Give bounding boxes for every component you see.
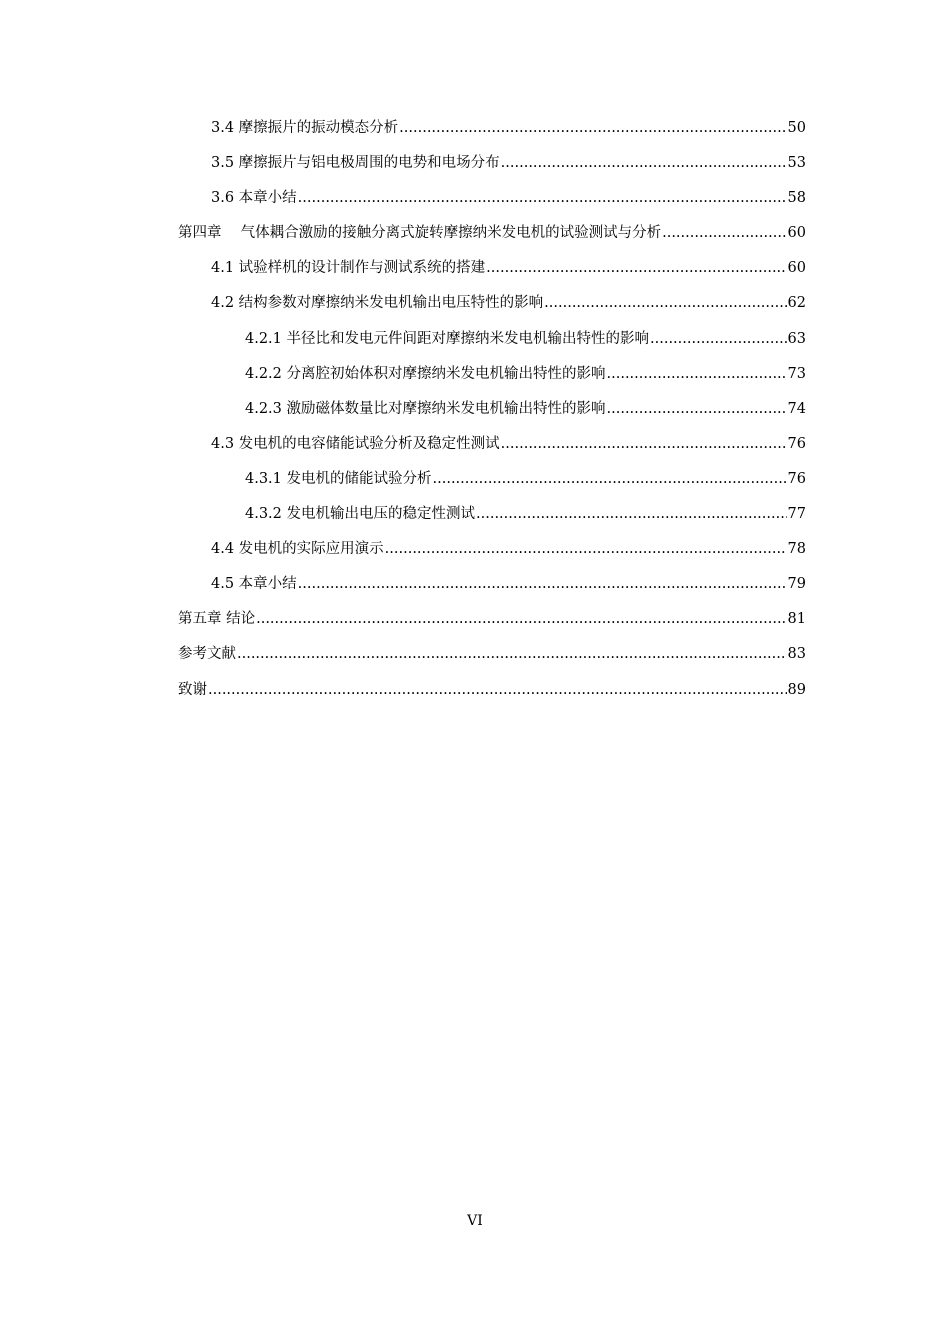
toc-entry[interactable] xyxy=(178,257,806,292)
dot-leader xyxy=(650,328,787,350)
toc-entry-label: 4.3.2 发电机输出电压的稳定性测试 xyxy=(245,506,476,523)
toc-entry-page: 81 xyxy=(787,611,806,628)
toc-entry[interactable] xyxy=(178,328,806,363)
toc-entry-page: 77 xyxy=(787,506,806,523)
toc-entry[interactable] xyxy=(178,468,806,503)
toc-entry-page: 58 xyxy=(787,190,806,207)
toc-entry-page: 53 xyxy=(787,155,806,172)
toc-entry-label: 4.4 发电机的实际应用演示 xyxy=(211,541,384,558)
toc-entry-label: 4.2 结构参数对摩擦纳米发电机输出电压特性的影响 xyxy=(211,295,544,312)
dot-leader xyxy=(237,643,787,665)
toc-entry[interactable] xyxy=(178,679,806,714)
toc-entry[interactable] xyxy=(178,117,806,152)
toc-entry-label: 4.1 试验样机的设计制作与测试系统的搭建 xyxy=(211,260,486,277)
toc-entry-page: 79 xyxy=(787,576,806,593)
toc-entry[interactable] xyxy=(178,222,806,257)
dot-leader xyxy=(501,433,787,455)
toc-entry[interactable] xyxy=(178,292,806,327)
dot-leader xyxy=(256,608,786,630)
toc-entry-label: 3.5 摩擦振片与铝电极周围的电势和电场分布 xyxy=(211,155,500,172)
page-number-footer: VI xyxy=(467,1213,483,1229)
dot-leader xyxy=(399,117,786,139)
toc-entry-page: 74 xyxy=(787,400,806,417)
toc-entry[interactable] xyxy=(178,503,806,538)
toc-entry-label: 4.3 发电机的电容储能试验分析及稳定性测试 xyxy=(211,435,500,452)
toc-entry[interactable] xyxy=(178,152,806,187)
toc-entry-label: 4.3.1 发电机的储能试验分析 xyxy=(245,470,432,487)
toc-entry-page: 83 xyxy=(787,646,806,663)
toc-entry-page: 89 xyxy=(787,681,806,698)
toc-entry-page: 73 xyxy=(787,365,806,382)
toc-entry-label: 第四章 气体耦合激励的接触分离式旋转摩擦纳米发电机的试验测试与分析 xyxy=(178,225,662,242)
toc-entry-page: 78 xyxy=(787,541,806,558)
toc-entry-page: 62 xyxy=(787,295,806,312)
dot-leader xyxy=(385,538,787,560)
toc-entry-page: 60 xyxy=(787,225,806,242)
dot-leader xyxy=(607,398,787,420)
toc-entry-label: 4.2.2 分离腔初始体积对摩擦纳米发电机输出特性的影响 xyxy=(245,365,606,382)
toc-entry[interactable] xyxy=(178,363,806,398)
toc-entry[interactable] xyxy=(178,643,806,678)
table-of-contents xyxy=(178,117,806,714)
toc-entry-label: 4.2.3 激励磁体数量比对摩擦纳米发电机输出特性的影响 xyxy=(245,400,606,417)
toc-entry[interactable] xyxy=(178,608,806,643)
toc-entry-page: 60 xyxy=(787,260,806,277)
toc-entry-label: 3.4 摩擦振片的振动模态分析 xyxy=(211,120,399,136)
toc-entry-label: 致谢 xyxy=(178,681,207,698)
dot-leader xyxy=(486,257,786,279)
toc-entry[interactable] xyxy=(178,187,806,222)
toc-entry[interactable] xyxy=(178,573,806,608)
toc-entry-label: 4.5 本章小结 xyxy=(211,576,297,593)
dot-leader xyxy=(476,503,787,525)
dot-leader xyxy=(607,363,787,385)
dot-leader xyxy=(208,679,787,701)
dot-leader xyxy=(298,187,787,209)
toc-entry[interactable] xyxy=(178,398,806,433)
toc-entry-page: 76 xyxy=(787,435,806,452)
toc-entry-page: 76 xyxy=(787,470,806,487)
toc-entry-page: 50 xyxy=(787,120,806,136)
toc-entry-label: 3.6 本章小结 xyxy=(211,190,297,207)
toc-entry-page: 63 xyxy=(787,330,806,347)
toc-entry[interactable] xyxy=(178,433,806,468)
toc-entry-label: 4.2.1 半径比和发电元件间距对摩擦纳米发电机输出特性的影响 xyxy=(245,330,650,347)
dot-leader xyxy=(298,573,787,595)
dot-leader xyxy=(544,292,786,314)
toc-entry[interactable] xyxy=(178,538,806,573)
toc-entry-label: 参考文献 xyxy=(178,646,236,663)
toc-entry-label: 第五章 结论 xyxy=(178,611,256,628)
dot-leader xyxy=(433,468,787,490)
dot-leader xyxy=(501,152,787,174)
dot-leader xyxy=(662,222,786,244)
